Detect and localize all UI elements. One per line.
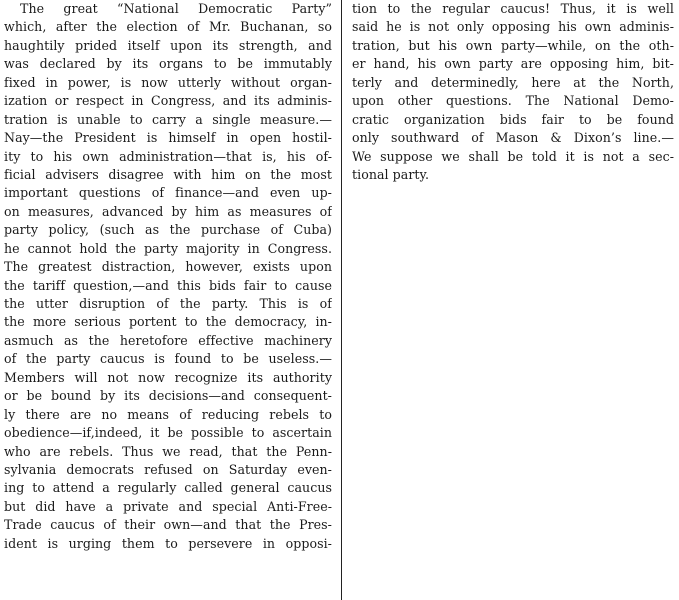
text-line: party policy, (such as the purchase of Cuba): [4, 222, 332, 238]
left-column: [4, 0, 332, 553]
text-line: ity to his own administration—that is, his of-: [4, 148, 332, 164]
text-line: upon other questions. The National Demo-: [352, 93, 674, 109]
text-line: fixed in power, is now utterly without organ-: [4, 74, 332, 90]
text-line: Nay—the President is himself in open hostil-: [4, 130, 332, 146]
text-line: er hand, his own party are opposing him, bit-: [352, 56, 674, 72]
text-line: haughtily prided itself upon its strength, and: [4, 37, 332, 53]
text-line: the tariff question,—and this bids fair to cause: [4, 277, 332, 293]
text-line: only southward of Mason & Dixon’s line.—: [352, 130, 674, 146]
text-line: tion to the regular caucus! Thus, it is well: [352, 1, 674, 16]
text-line: tration, but his own party—while, on the oth-: [352, 37, 674, 53]
text-line: cratic organization bids fair to be found: [352, 111, 674, 127]
text-line: tration is unable to carry a single measure.—: [4, 111, 332, 127]
text-line: terly and determinedly, here at the North,: [352, 74, 674, 90]
column-divider: [341, 0, 342, 600]
text-line: Members will not now recognize its authority: [4, 369, 332, 385]
text-line: which, after the election of Mr. Buchanan, so: [4, 19, 332, 35]
text-line: obedience—if,indeed, it be possible to ascertain: [4, 425, 332, 441]
text-line: was declared by its organs to be immutably: [4, 56, 332, 72]
text-line: sylvania democrats refused on Saturday even-: [4, 461, 332, 477]
text-line: but did have a private and special Anti-Free-: [4, 498, 332, 514]
text-line: Trade caucus of their own—and that the Pres-: [4, 517, 332, 533]
text-line: ization or respect in Congress, and its adminis-: [4, 93, 332, 109]
text-line: ing to attend a regularly called general caucus: [4, 480, 332, 496]
right-column: [352, 0, 674, 184]
text-line: asmuch as the heretofore effective machinery: [4, 332, 332, 348]
text-line: The greatest distraction, however, exists upon: [4, 259, 332, 275]
text-line: the utter disruption of the party. This is of: [4, 296, 332, 311]
text-line: important questions of finance—and even up-: [4, 185, 332, 201]
text-line: said he is not only opposing his own adminis-: [352, 19, 674, 35]
text-line: tional party.: [352, 166, 430, 182]
text-line: or be bound by its decisions—and consequent-: [4, 388, 332, 404]
text-line: of the party caucus is found to be useless.—: [4, 351, 332, 367]
text-line: ly there are no means of reducing rebels to: [4, 406, 332, 422]
text-line: The great “National Democratic Party”: [20, 1, 332, 16]
text-line: ficial advisers disagree with him on the most: [4, 166, 332, 182]
text-line: ident is urging them to persevere in opposi-: [4, 535, 332, 551]
text-line: We suppose we shall be told it is not a sec-: [352, 148, 674, 164]
text-line: who are rebels. Thus we read, that the Penn-: [4, 443, 332, 459]
text-line: on measures, advanced by him as measures of: [4, 203, 332, 219]
text-line: the more serious portent to the democracy, in-: [4, 314, 332, 330]
text-line: he cannot hold the party majority in Congress.: [4, 240, 332, 256]
